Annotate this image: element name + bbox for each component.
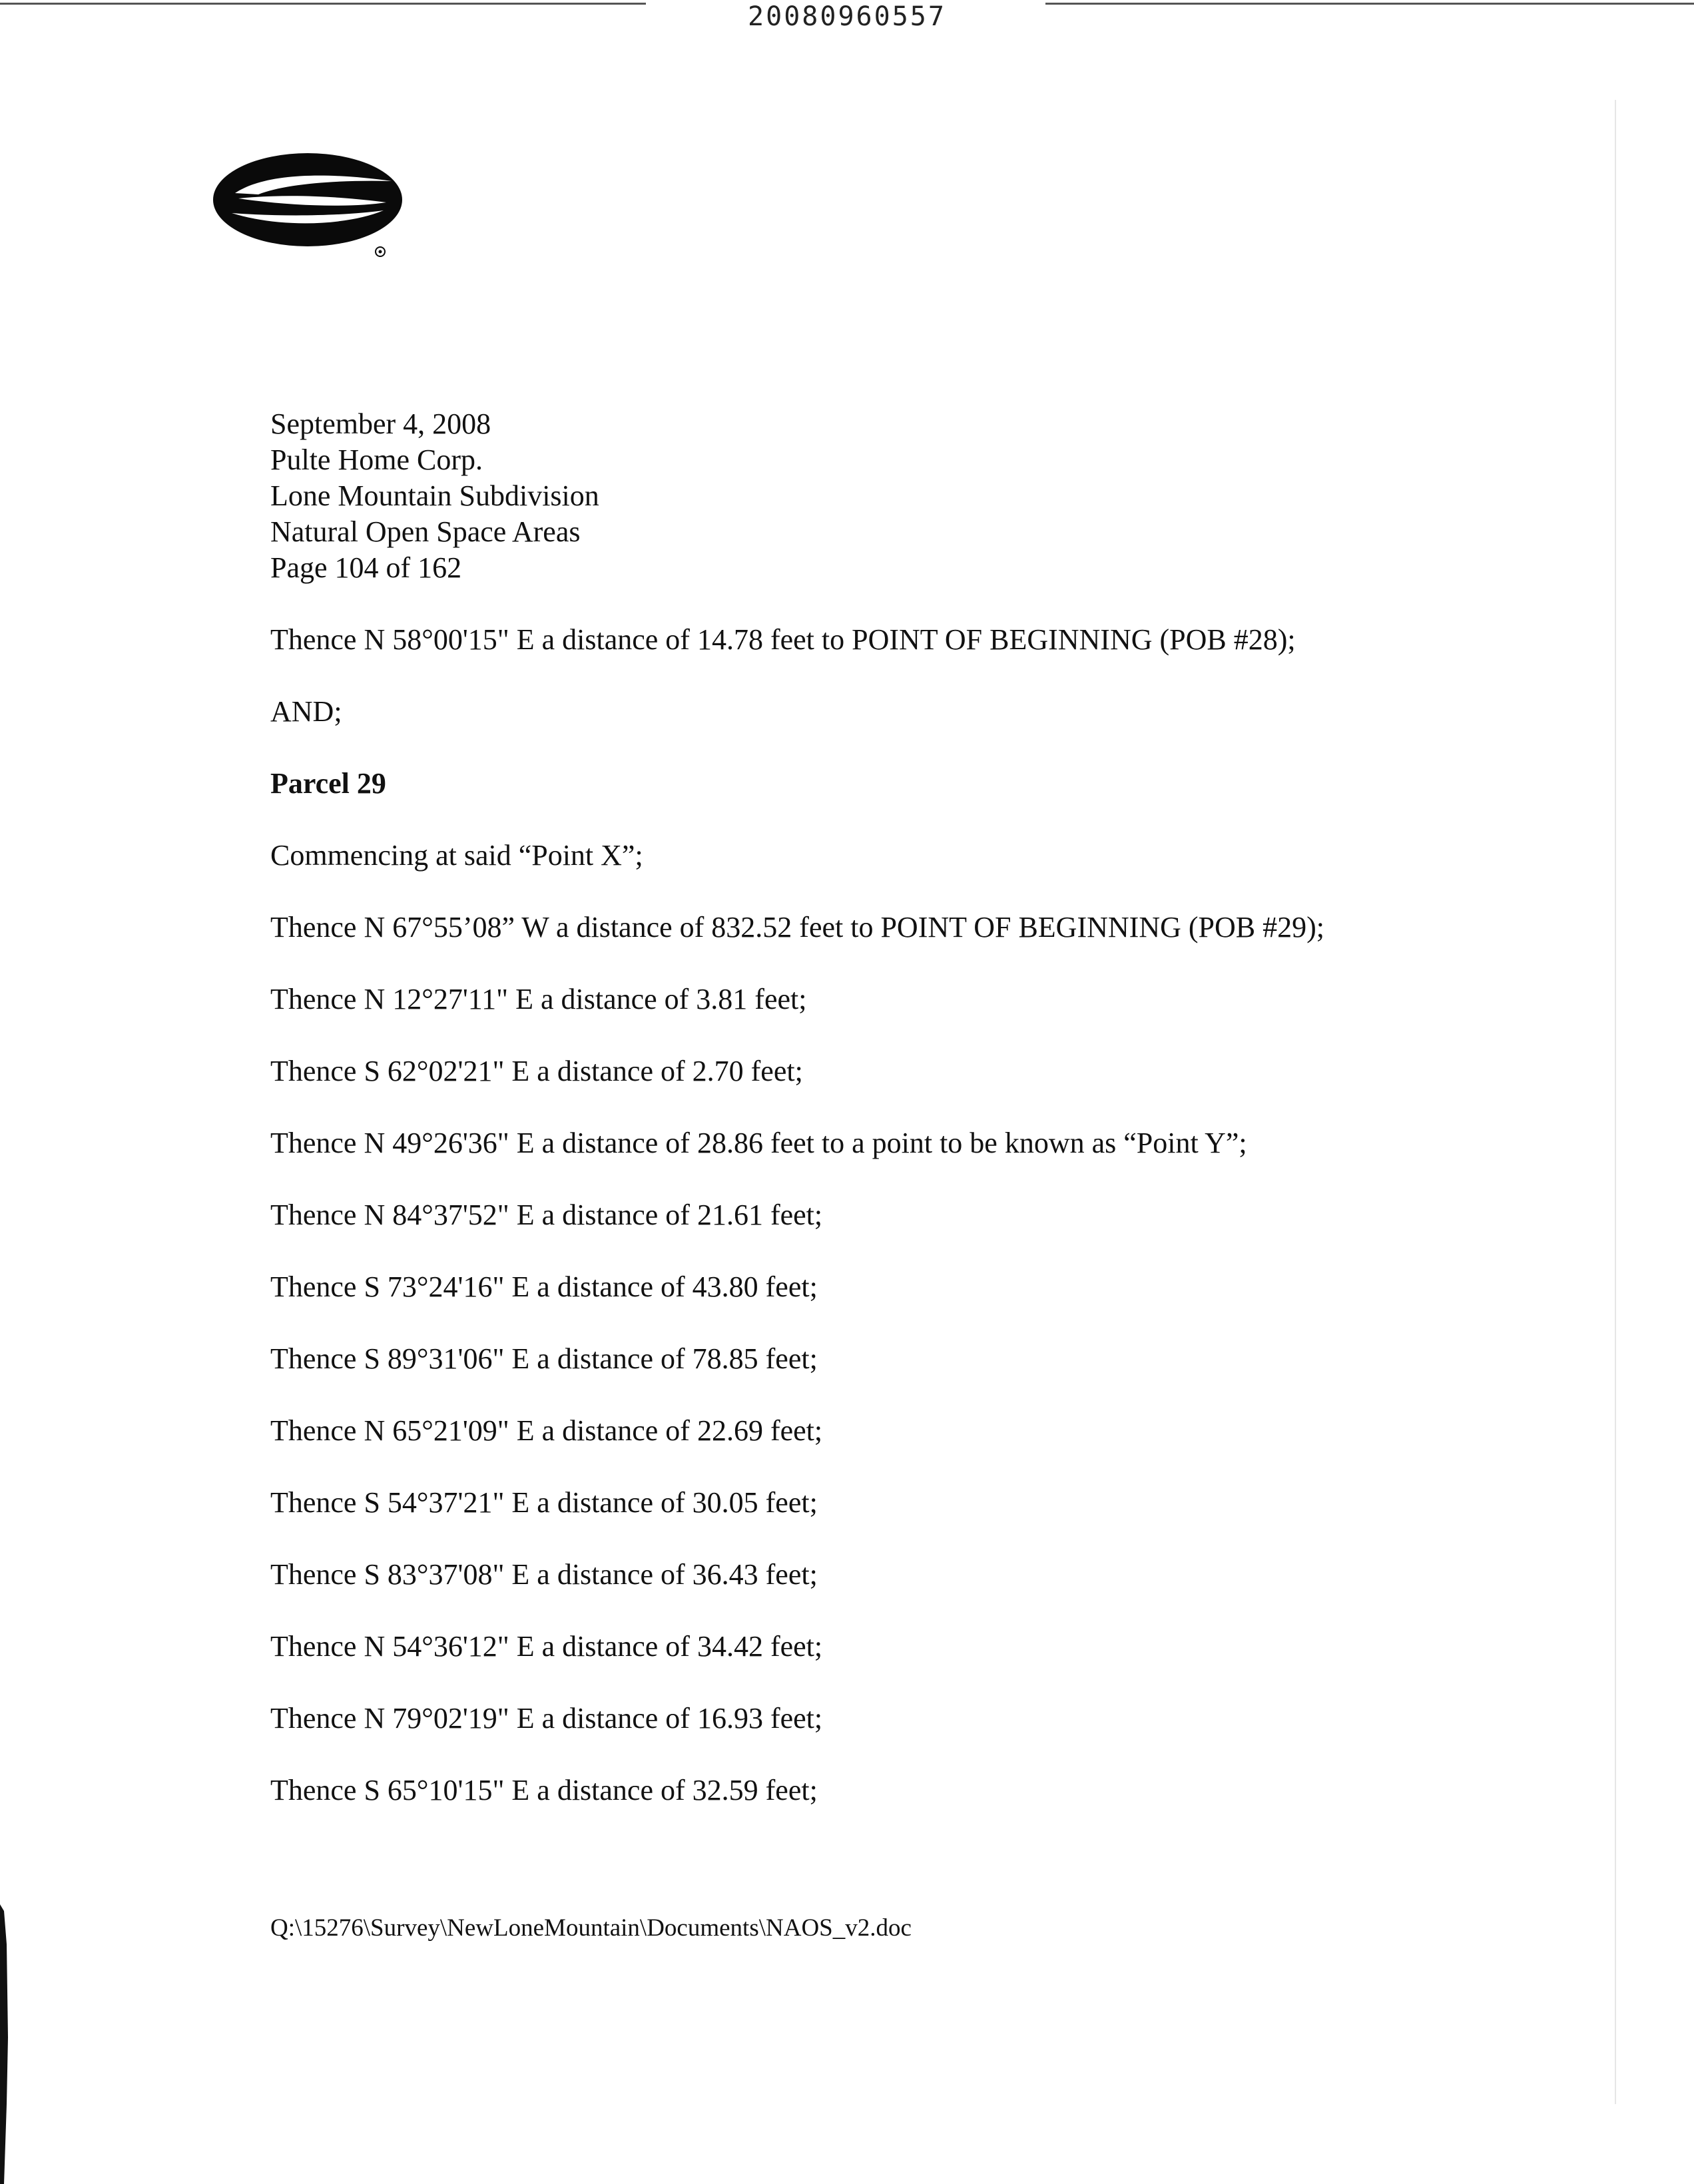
scan-edge-mark	[0, 1904, 9, 2184]
header-page-number: Page 104 of 162	[270, 551, 462, 584]
course-line: Thence S 65°10'15" E a distance of 32.59 feet;	[270, 1774, 818, 1806]
course-line: Thence N 65°21'09" E a distance of 22.69 feet;	[270, 1414, 823, 1447]
course-line: Thence N 84°37'52" E a distance of 21.61 feet;	[270, 1199, 823, 1231]
footer-file-path: Q:\15276\Survey\NewLoneMountain\Documents\NAOS_v2.doc	[270, 1914, 912, 1942]
header-date: September 4, 2008	[270, 408, 491, 440]
header-area: Natural Open Space Areas	[270, 515, 581, 548]
course-line: Thence N 12°27'11" E a distance of 3.81 feet;	[270, 983, 807, 1015]
course-line: Thence S 73°24'16" E a distance of 43.80 feet;	[270, 1270, 818, 1303]
course-line: Thence S 54°37'21" E a distance of 30.05 feet;	[270, 1486, 818, 1519]
document-body	[270, 406, 1396, 1808]
header-company: Pulte Home Corp.	[270, 443, 483, 476]
course-line: Thence S 62°02'21" E a distance of 2.70 feet;	[270, 1055, 803, 1087]
scan-edge-line	[1615, 100, 1616, 2104]
paragraph-and: AND;	[270, 695, 342, 728]
course-line: Thence N 54°36'12" E a distance of 34.42 feet;	[270, 1630, 823, 1663]
document-number: 20080960557	[748, 1, 946, 32]
course-line: Thence S 83°37'08" E a distance of 36.43 feet;	[270, 1558, 818, 1591]
course-line-point-y: Thence N 49°26'36" E a distance of 28.86 feet to a point to be known as “Point Y”;	[270, 1127, 1247, 1159]
company-logo-icon	[212, 146, 412, 260]
header-subdivision: Lone Mountain Subdivision	[270, 479, 599, 512]
paragraph-pob-29: Thence N 67°55’08” W a distance of 832.52 feet to POINT OF BEGINNING (POB #29);	[270, 911, 1324, 944]
course-line: Thence S 89°31'06" E a distance of 78.85 feet;	[270, 1342, 818, 1375]
paragraph-commencing: Commencing at said “Point X”;	[270, 839, 643, 872]
letter-header	[270, 406, 1396, 586]
course-line: Thence N 79°02'19" E a distance of 16.93 feet;	[270, 1702, 823, 1735]
paragraph-pob-28: Thence N 58°00'15" E a distance of 14.78 feet to POINT OF BEGINNING (POB #28);	[270, 623, 1296, 656]
parcel-heading: Parcel 29	[270, 767, 386, 800]
